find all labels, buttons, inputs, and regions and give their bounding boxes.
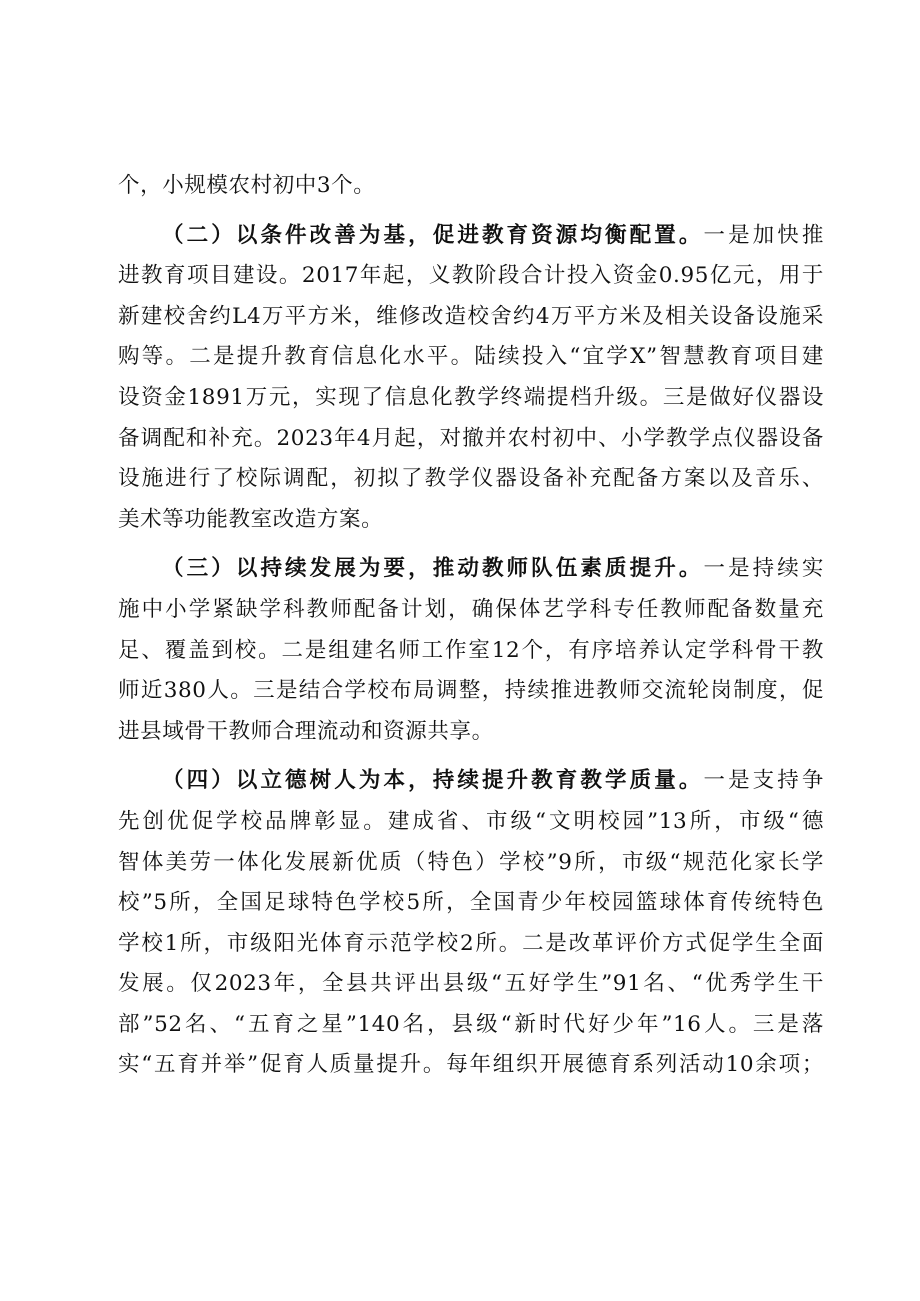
paragraph-line: 学校1所，市级阳光体育示范学校2所。二是改革评价方式促学生全面 [118, 930, 824, 956]
paragraph-gap [118, 752, 824, 761]
section-2-first-line-rest: 一是加快推 [703, 222, 824, 248]
paragraph-line: 个，小规模农村初中3个。 [118, 173, 376, 198]
section-2-first-line [118, 216, 824, 257]
paragraph-line: 进县域骨干教师合理流动和资源共享。 [118, 718, 494, 744]
section-3-heading: （三）以持续发展为要，推动教师队伍素质提升。 [162, 556, 704, 582]
document-body [118, 166, 824, 1086]
paragraph-line: 进教育项目建设。2017年起，义教阶段合计投入资金0.95亿元，用于 [118, 263, 824, 289]
paragraph-line: 足、覆盖到校。二是组建名师工作室12个，有序培养认定学科骨干教 [118, 637, 824, 663]
paragraph-line: 备调配和补充。2023年4月起，对撤并农村初中、小学教学点仪器设备 [118, 425, 824, 451]
paragraph-line: 新建校舍约L4万平方米，维修改造校舍约4万平方米及相关设备设施采 [118, 303, 824, 329]
section-3-first-line [118, 549, 824, 590]
section-3-first-line-rest: 一是持续实 [703, 556, 824, 582]
section-4-first-line-rest: 一是支持争 [703, 768, 824, 794]
paragraph-line: 发展。仅2023年，全县共评出县级“五好学生”91名、“优秀学生干 [118, 971, 824, 997]
paragraph-line: 美术等功能教室改造方案。 [118, 506, 384, 532]
paragraph-line: 实“五育并举”促育人质量提升。每年组织开展德育系列活动10余项； [118, 1052, 824, 1078]
paragraph-line: 校”5所，全国足球特色学校5所，全国青少年校园篮球体育传统特色 [118, 890, 824, 916]
paragraph-gap [118, 540, 824, 549]
paragraph-line: 师近380人。三是结合学校布局调整，持续推进教师交流轮岗制度，促 [118, 678, 824, 704]
paragraph-line: 智体美劳一体化发展新优质（特色）学校”9所，市级“规范化家长学 [118, 849, 824, 875]
paragraph-line: 设施进行了校际调配，初拟了教学仪器设备补充配备方案以及音乐、 [118, 466, 824, 492]
paragraph-gap [118, 207, 824, 216]
paragraph-line: 部”52名、“五育之星”140名，县级“新时代好少年”16人。三是落 [118, 1011, 824, 1037]
paragraph-line: 先创优促学校品牌彰显。建成省、市级“文明校园”13所，市级“德 [118, 808, 824, 834]
paragraph-line: 设资金1891万元，实现了信息化教学终端提档升级。三是做好仪器设 [118, 384, 824, 410]
section-2-heading: （二）以条件改善为基，促进教育资源均衡配置。 [162, 222, 704, 248]
section-4-first-line [118, 761, 824, 802]
paragraph-line: 购等。二是提升教育信息化水平。陆续投入“宜学X”智慧教育项目建 [118, 344, 824, 370]
paragraph-line: 施中小学紧缺学科教师配备计划，确保体艺学科专任教师配备数量充 [118, 596, 824, 622]
section-4-heading: （四）以立德树人为本，持续提升教育教学质量。 [162, 768, 704, 794]
